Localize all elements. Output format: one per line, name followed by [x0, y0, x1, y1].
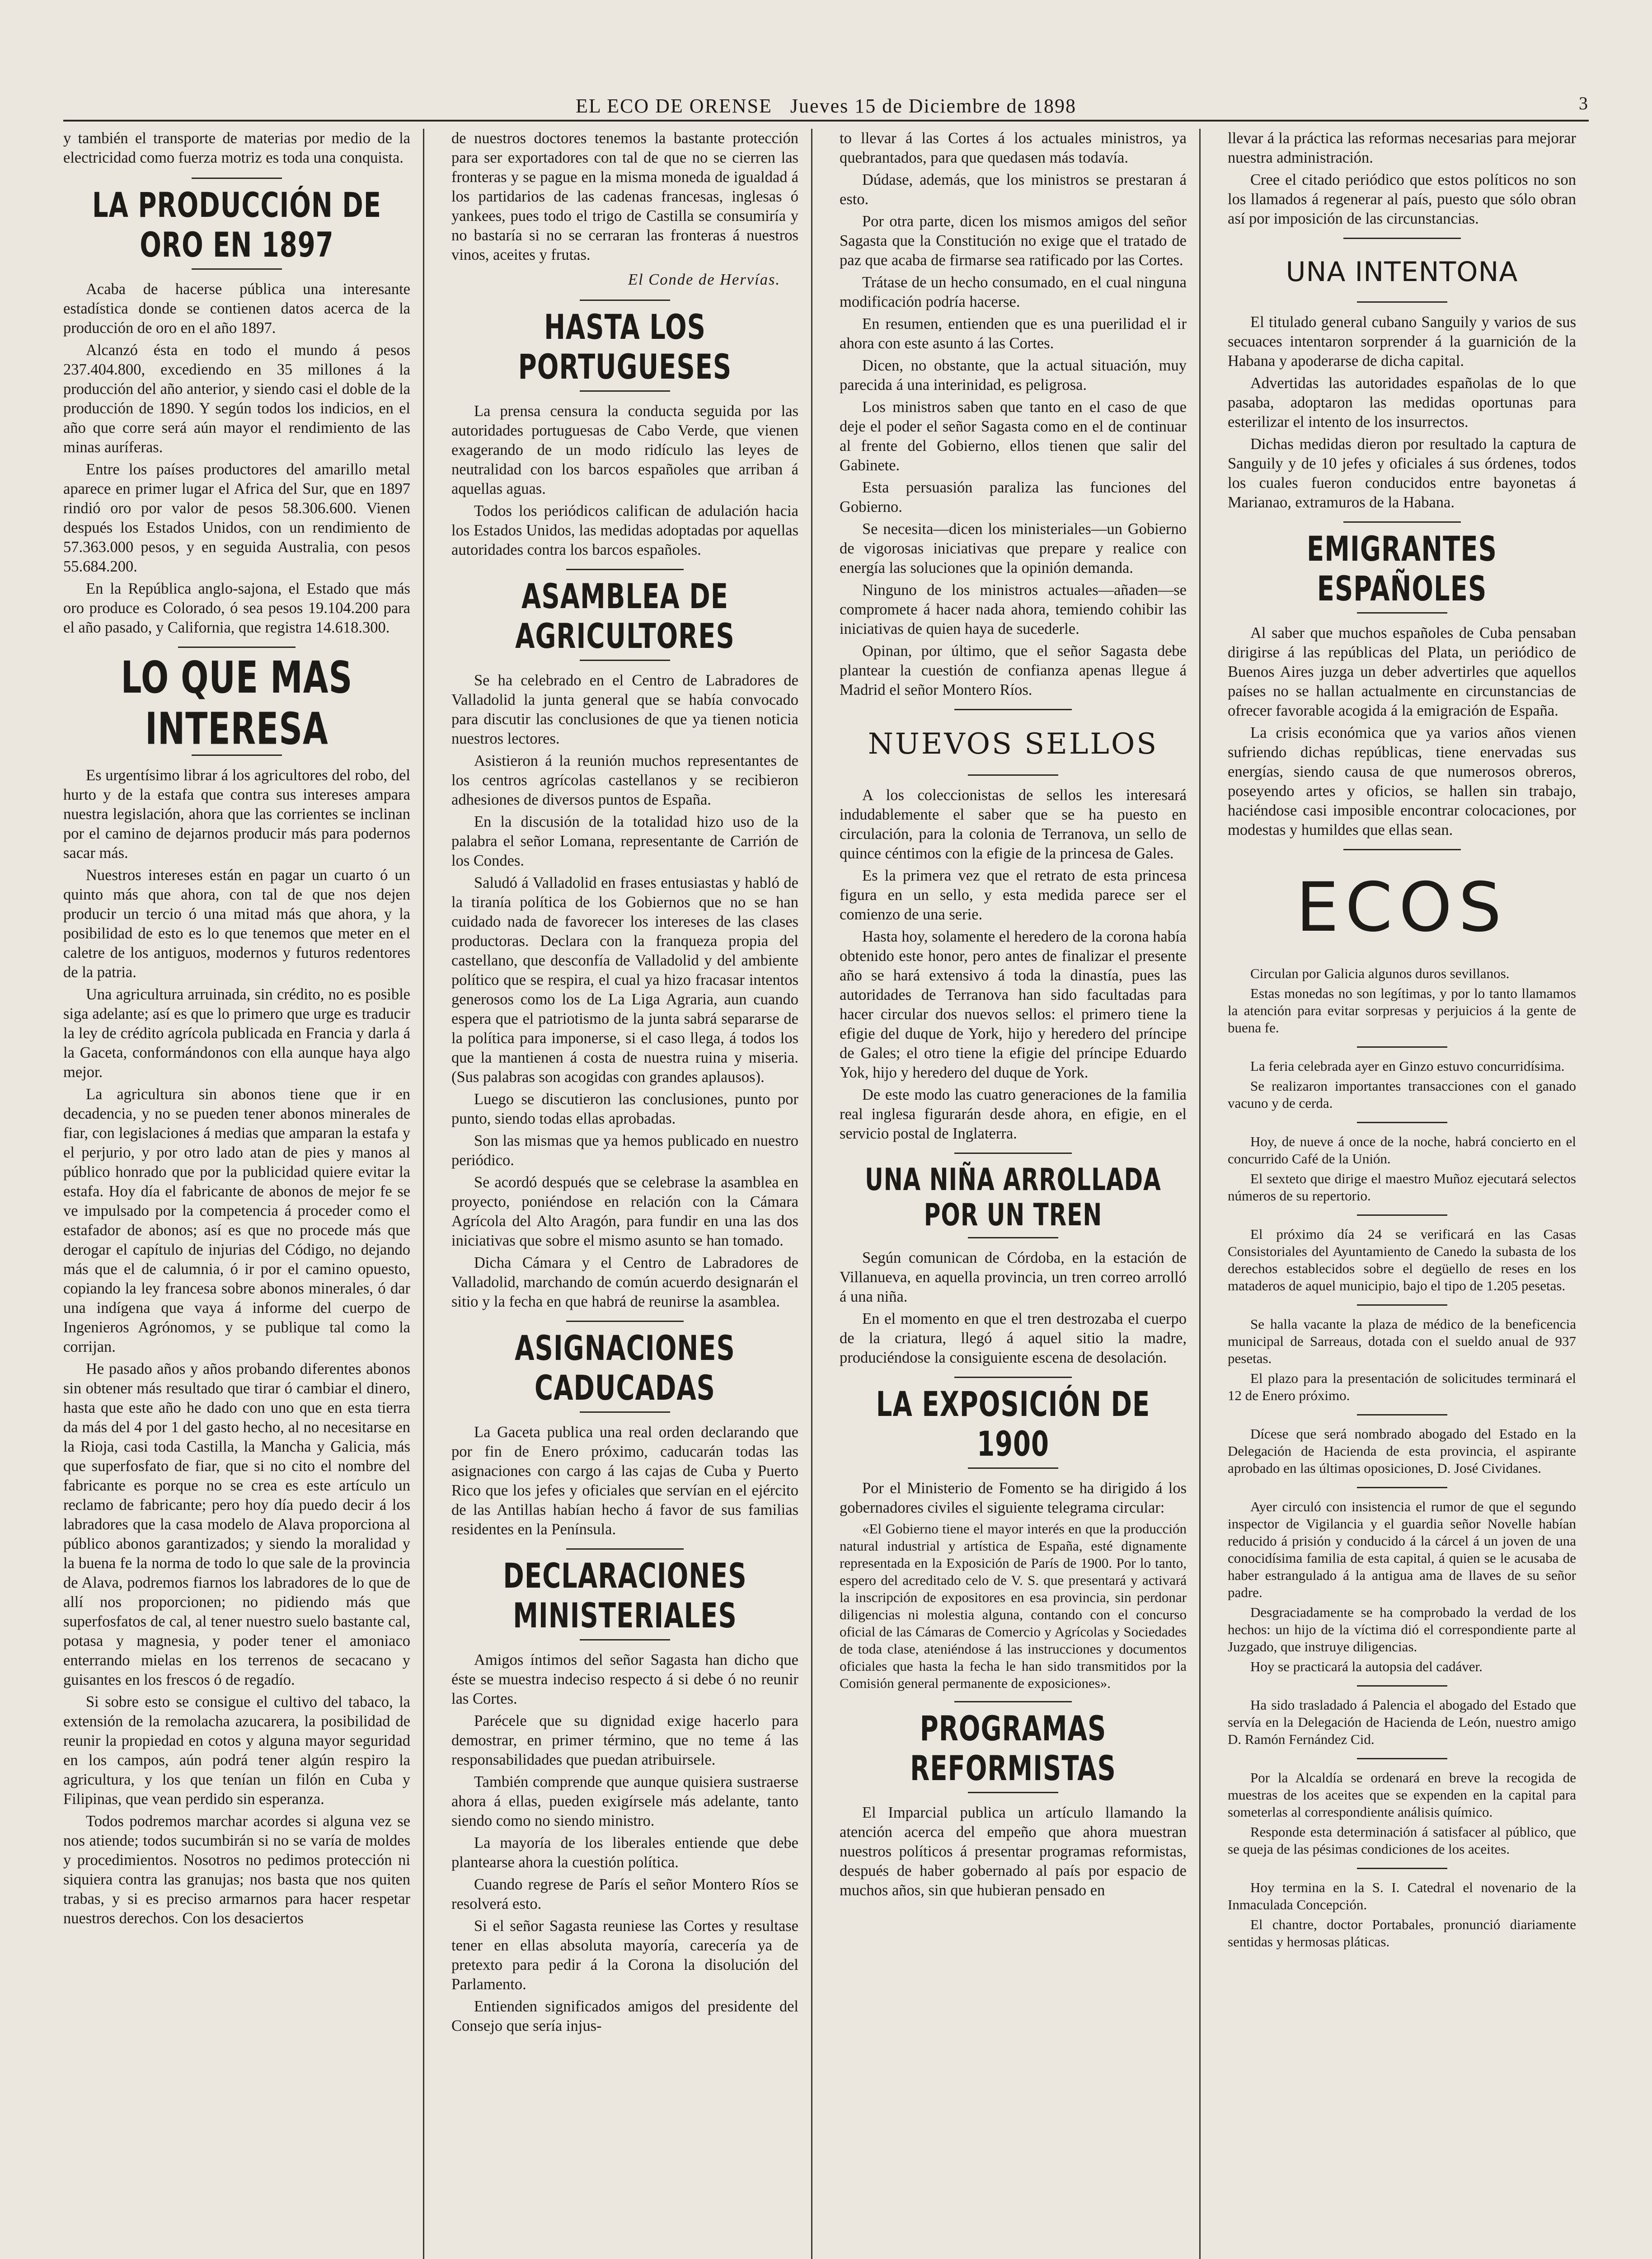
- divider: [968, 1237, 1058, 1238]
- paragraph: En la discusión de la totalidad hizo uso de la palabra el señor Lomana, representante de Carrión de los Condes.: [451, 813, 798, 869]
- paragraph: Hasta hoy, solamente el heredero de la corona había obtenido este honor, pero antes de finalizar el presente año se hará extensivo á toda la dinastía, pues las autoridades de Terranova han sido facultadas para hacer circular dos nuevos sellos: el primero tiene la efigie del duque de York, hijo y heredero del príncipe de Gales; el otro tiene la efigie del príncipe Eduardo Yok, hijo y heredero del duque de York.: [840, 928, 1187, 1081]
- paragraph: Entienden significados amigos del presidente del Consejo que sería injus-: [451, 1998, 798, 2034]
- divider: [1357, 1046, 1447, 1048]
- divider: [1357, 1758, 1447, 1759]
- news-brief: El chantre, doctor Portabales, pronunció diariamente sentidas y hermosas pláticas.: [1228, 1917, 1576, 1950]
- news-brief: Dícese que será nombrado abogado del Estado en la Delegación de Hacienda de esta provincia, el aspirante aprobado en las últimas oposiciones, D. José Cividanes.: [1228, 1426, 1576, 1476]
- newspaper-title: EL ECO DE ORENSE: [576, 95, 772, 117]
- divider: [954, 1377, 1072, 1378]
- paragraph: Advertidas las autoridades españolas de lo que pasaba, adoptaron las medidas oportunas para esterilizar el intento de los insurrectos.: [1228, 375, 1576, 431]
- paragraph: Alcanzó ésta en todo el mundo á pesos 237.404.800, excediendo en 35 millones á la producción del año anterior, y siendo casi el doble de la producción de 1890. Y según todos los indicios, en el año que corre será aún mayor el rendimiento de las minas auríferas.: [63, 342, 410, 456]
- divider: [580, 660, 670, 661]
- paragraph: Amigos íntimos del señor Sagasta han dicho que éste se muestra indeciso respecto á si debe ó no reunir las Cortes.: [451, 1651, 798, 1707]
- news-brief: Estas monedas no son legítimas, y por lo tanto llamamos la atención para evitar sorpresas y perjuicios á la gente de buena fe.: [1228, 985, 1576, 1036]
- news-brief: El plazo para la presentación de solicitudes terminará el 12 de Enero próximo.: [1228, 1370, 1576, 1403]
- paragraph: Acaba de hacerse pública una interesante estadística donde se contienen datos acerca de la producción de oro en el año 1897.: [63, 281, 410, 337]
- paragraph: Los ministros saben que tanto en el caso de que deje el poder el señor Sagasta como en el de continuar al frente del Gobierno, ellos tienen que salir del Gabinete.: [840, 398, 1187, 474]
- divider: [954, 1153, 1072, 1154]
- paragraph: La mayoría de los liberales entiende que debe plantearse ahora la cuestión política.: [451, 1834, 798, 1871]
- news-brief: Ayer circuló con insistencia el rumor de que el segundo inspector de Vigilancia y el guardia señor Novelle habían reducido á prisión y conducido á la cárcel á un joven de una conocidísima familia de esta capital, á quien se le acusaba de haber estrangulado á la antigua ama de llaves de su señor padre.: [1228, 1499, 1576, 1600]
- header-rule: [63, 120, 1589, 122]
- headline-nina-arrollada: UNA NIÑA ARROLLADA POR UN TREN: [865, 1162, 1161, 1233]
- article-continuation: llevar á la práctica las reformas necesarias para mejorar nuestra administración.: [1228, 130, 1576, 166]
- article-continuation: de nuestros doctores tenemos la bastante protección para ser exportadores con tal de que no se cierren las fronteras y se pague en la misma moneda de igualdad á los partidarios de las cadenas francesas, inglesas ó yankees, pues todo el trigo de Castilla se consumiría y no bastaría si no se cerraran las fronteras á nuestros vinos, aceites y frutas.: [451, 130, 798, 263]
- paragraph: A los coleccionistas de sellos les interesará indudablemente el saber que se ha puesto en circulación, para la colonia de Terranova, un sello de quince céntimos con la efigie de la princesa de Gales.: [840, 787, 1187, 862]
- paragraph: Asistieron á la reunión muchos representantes de los centros agrícolas castellanos y se recibieron adhesiones de diversos puntos de España.: [451, 752, 798, 808]
- paragraph: Saludó á Valladolid en frases entusiastas y habló de la tiranía política de los Gobiernos que no se han cuidado nada de favorecer los intereses de las clases productoras. Declara con la franqueza propia del castellano, que desconfía de Valladolid y del ambiente político que se respira, el cual ya hizo fracasar intentos generosos como los de La Liga Agraria, aun cuando espera que el patriotismo de la junta sabrá separarse de la política para imponerse, si el caso llega, á todos los que la mantienen á costa de nuestra ruina y miseria. (Sus palabras son acogidas con grandes aplausos).: [451, 874, 798, 1086]
- divider: [1343, 521, 1461, 523]
- paragraph: Ninguno de los ministros actuales—añaden—se compromete á hacer nada ahora, temiendo cohibir las iniciativas de quien haya de sucederle.: [840, 581, 1187, 637]
- divider: [1357, 1304, 1447, 1306]
- paragraph: La prensa censura la conducta seguida por las autoridades portuguesas de Cabo Verde, que vienen exagerando de un modo ridículo las leyes de neutralidad con los barcos españoles que arriban á aquellas aguas.: [451, 403, 798, 497]
- paragraph: También comprende que aunque quisiera sustraerse ahora á ellas, pueden exigírsele más adelante, tanto siendo como no siendo ministro.: [451, 1773, 798, 1829]
- paragraph: La agricultura sin abonos tiene que ir en decadencia, y no se pueden tener abonos minerales de fiar, con legislaciones á medias que amparan la estafa y el perjurio, y por otro lado atan de pies y manos al público honrado que por la publicidad quiere evitar la estafa. Hoy día el fabricante de abonos de mejor fe se ve impulsado por la competencia á proceder como el estafador de abonos; así es que no procede más que derogar el capítulo de injurias del Código, no dejando más que el de calumnia, ó ir por el camino opuesto, copiando la ley francesa sobre abonos minerales, ó dar una indígena que vaya á informe del cuerpo de Ingenieros Agrónomos, y se publique tal como la corrijan.: [63, 1086, 410, 1355]
- divider: [1357, 1414, 1447, 1415]
- divider: [1343, 238, 1461, 239]
- news-brief: El próximo día 24 se verificará en las Casas Consistoriales del Ayuntamiento de Canedo la subasta de los derechos establecidos sobre el degüello de reses en los mataderos de aquel municipio, bajo el tipo de 1.205 pesetas.: [1228, 1226, 1576, 1294]
- paragraph: Por el Ministerio de Fomento se ha dirigido á los gobernadores civiles el siguiente telegrama circular:: [840, 1480, 1187, 1516]
- news-brief: El sexteto que dirige el maestro Muñoz ejecutará selectos números de su repertorio.: [1228, 1171, 1576, 1204]
- divider: [566, 1548, 684, 1550]
- news-brief: Se realizaron importantes transacciones con el ganado vacuno y de cerda.: [1228, 1078, 1576, 1111]
- headline-asamblea-agricultores: ASAMBLEA DE AGRICULTORES: [515, 577, 735, 656]
- paragraph: En el momento en que el tren destrozaba el cuerpo de la criatura, llegó á aquel sitio la madre, produciéndose la consiguiente escena de desolación.: [840, 1310, 1187, 1366]
- paragraph: Entre los países productores del amarillo metal aparece en primer lugar el Africa del Sur, que en 1897 rindió oro por valor de pesos 58.306.600. Vienen después los Estados Unidos, con un rendimiento de 57.363.000 pesos, y en seguida Australia, con pesos 55.684.200.: [63, 461, 410, 575]
- paragraph: Se acordó después que se celebrase la asamblea en proyecto, poniéndose en relación con la Cámara Agrícola del Alto Aragón, para fundir en una las dos iniciativas que sobre el mismo asunto se han tomado.: [451, 1174, 798, 1249]
- headline-declaraciones-ministeriales: DECLARACIONES MINISTERIALES: [503, 1556, 747, 1636]
- issue-date: Jueves 15 de Diciembre de 1898: [790, 95, 1076, 117]
- news-brief: Hoy se practicará la autopsia del cadáver.: [1250, 1659, 1483, 1674]
- headline-nuevos-sellos: NUEVOS SELLOS: [868, 727, 1159, 761]
- news-brief: Por la Alcaldía se ordenará en breve la recogida de muestras de los aceites que se expenden en la capital para someterlas al correspondiente análisis químico.: [1228, 1770, 1576, 1820]
- news-brief: Ha sido trasladado á Palencia el abogado del Estado que servía en la Delegación de Hacienda de León, nuestro amigo D. Ramón Fernández Cid.: [1228, 1697, 1576, 1747]
- news-brief: Hoy termina en la S. I. Catedral el novenario de la Inmaculada Concepción.: [1228, 1879, 1576, 1912]
- paragraph: En resumen, entienden que es una puerilidad el ir ahora con este asunto á las Cortes.: [840, 315, 1187, 352]
- paragraph: Luego se discutieron las conclusiones, punto por punto, siendo todas ellas aprobadas.: [451, 1091, 798, 1127]
- headline-una-intentona: UNA INTENTONA: [1286, 256, 1518, 288]
- paragraph: Son las mismas que ya hemos publicado en nuestro periódico.: [451, 1132, 798, 1169]
- paragraph: Si el señor Sagasta reuniese las Cortes y resultase tener en ellas absoluta mayoría, carecería ya de pretexto para pedir á la Corona la disolución del Parlamento.: [451, 1917, 798, 1993]
- divider: [580, 390, 670, 392]
- paragraph: Dichas medidas dieron por resultado la captura de Sanguily y de 10 jefes y oficiales á sus órdenes, todos los cuales fueron conducidos entre bayonetas á Marianao, extramuros de la Habana.: [1228, 436, 1576, 511]
- author-signature: El Conde de Hervías.: [628, 271, 780, 288]
- divider: [192, 755, 282, 756]
- divider: [1357, 1214, 1447, 1216]
- paragraph: Cuando regrese de París el señor Montero Ríos se resolverá esto.: [451, 1876, 798, 1912]
- ecos-section: [1228, 965, 1576, 1950]
- divider: [1343, 849, 1461, 850]
- headline-asignaciones-caducadas: ASIGNACIONES CADUCADAS: [515, 1329, 735, 1408]
- article-continuation: y también el transporte de materias por medio de la electricidad como fuerza motriz es toda una conquista.: [63, 130, 410, 166]
- paragraph: Opinan, por último, que el señor Sagasta debe plantear la cuestión de confianza apenas llegue á Madrid el señor Montero Ríos.: [840, 642, 1187, 698]
- paragraph: Esta persuasión paraliza las funciones del Gobierno.: [840, 479, 1187, 516]
- paragraph: Se ha celebrado en el Centro de Labradores de Valladolid la junta general que se había convocado para discutir las conclusiones de que ya tienen noticia nuestros lectores.: [451, 672, 798, 747]
- divider: [968, 1792, 1058, 1793]
- article-columns: [63, 129, 1589, 2259]
- paragraph: Dicen, no obstante, que la actual situación, muy parecida á una interinidad, es peligrosa.: [840, 357, 1187, 394]
- article-continuation: to llevar á las Cortes á los actuales ministros, ya quebrantados, para que quedasen más todavía.: [840, 130, 1187, 166]
- paragraph: Trátase de un hecho consumado, en el cual ninguna modificación podría hacerse.: [840, 274, 1187, 310]
- divider: [968, 774, 1058, 776]
- divider: [968, 1467, 1058, 1469]
- paragraph: Todos los periódicos califican de adulación hacia los Estados Unidos, las medidas adoptadas por aquellas autoridades contra los barcos españoles.: [451, 502, 798, 558]
- paragraph: De este modo las cuatro generaciones de la familia real inglesa figurarán desde ahora, en efigie, en el servicio postal de Inglaterra.: [840, 1086, 1187, 1142]
- divider: [1357, 301, 1447, 303]
- paragraph: Dicha Cámara y el Centro de Labradores de Valladolid, marchando de común acuerdo designarán el sitio y la fecha en que habrá de reunirse la asamblea.: [451, 1254, 798, 1310]
- headline-programas-reformistas: PROGRAMAS REFORMISTAS: [910, 1709, 1116, 1789]
- paragraph: La Gaceta publica una real orden declarando que por fin de Enero próximo, caducarán todas las asignaciones con cargo á las cajas de Cuba y Puerto Rico que los jefes y oficiales que servían en el ejército de las Antillas habían hecho á favor de sus familias residentes en la Península.: [451, 1424, 798, 1538]
- divider: [1357, 612, 1447, 614]
- headline-produccion-oro: LA PRODUCCIÓN DE ORO EN 1897: [92, 186, 381, 265]
- paragraph: Al saber que muchos españoles de Cuba pensaban dirigirse á las repúblicas del Plata, un periódico de Buenos Aires juzga un deber advertirles que aquellos países no se hallan actualmente en circunstancias de ofrecer favorable acogida á la emigración de España.: [1228, 624, 1576, 719]
- divider: [178, 647, 296, 648]
- telegram-text: «El Gobierno tiene el mayor interés en que la producción natural industrial y artística de España, esté dignamente representada en la Exposición de París de 1900. Por lo tanto, espero del acreditado celo de V. S. que presentará y activará la inscripción de expositores en esa provincia, sin perdonar diligencias ni molestia alguna, contando con el concurso oficial de las Cámaras de Comercio y Agrícolas y Sociedades de toda clase, ateniéndose á las instrucciones y documentos oficiales que hasta la fecha le han sido transmitidos por la Comisión general permanente de exposiciones».: [840, 1521, 1187, 1691]
- headline-hasta-los-portugueses: HASTA LOS PORTUGUESES: [518, 308, 732, 387]
- paragraph: Si sobre esto se consigue el cultivo del tabaco, la extensión de la remolacha azucarera, la posibilidad de reunir la propiedad en cotos y alguna mayor seguridad en los campos, aún podrá tener algún respiro la agricultura, y los que tenían un filón en Cuba y Filipinas, que vean perdido sin esperanza.: [63, 1693, 410, 1808]
- headline-exposicion-1900: LA EXPOSICIÓN DE 1900: [876, 1385, 1150, 1464]
- divider: [580, 300, 670, 301]
- paragraph: La crisis económica que ya varios años vienen sufriendo dichas repúblicas, tiene enervadas sus energías, siendo causa de que numerosos obreros, poseyendo artes y oficios, se hallen sin trabajo, haciéndose casi imposible encontrar colocaciones, por modestas y humildes que ellas sean.: [1228, 724, 1576, 839]
- news-brief: Hoy, de nueve á once de la noche, habrá concierto en el concurrido Café de la Unión.: [1228, 1134, 1576, 1167]
- paragraph: En la República anglo-sajona, el Estado que más oro produce es Colorado, ó sea pesos 19.104.200 para el año pasado, y California, que registra 14.618.300.: [63, 580, 410, 636]
- page-header: [63, 50, 1589, 117]
- divider: [580, 1411, 670, 1413]
- divider: [1357, 1487, 1447, 1488]
- headline-emigrantes-espanoles: EMIGRANTES ESPAÑOLES: [1307, 530, 1497, 609]
- divider: [1357, 1685, 1447, 1687]
- column-3: [840, 129, 1201, 2259]
- news-brief: Responde esta determinación á satisfacer al público, que se queja de las pésimas condiciones de los aceites.: [1228, 1824, 1576, 1857]
- paragraph: Es urgentísimo librar á los agricultores del robo, del hurto y de la estafa que contra sus intereses ampara nuestra legislación, ahora que las corrientes se inclinan por el camino de dejarnos producir más para podernos sacar más.: [63, 767, 410, 862]
- divider: [954, 1701, 1072, 1702]
- headline-lo-que-mas-interesa: LO QUE MAS INTERESA: [121, 651, 353, 755]
- news-brief: Circulan por Galicia algunos duros sevillanos.: [1250, 965, 1510, 981]
- column-2: [451, 129, 812, 2259]
- divider: [566, 569, 684, 570]
- paragraph: Una agricultura arruinada, sin crédito, no es posible siga adelante; así es que lo primero que urge es traducir la ley de crédito agrícola publicada en Francia y darla á la Gaceta, conformándonos con ella aunque haya algo mejor.: [63, 986, 410, 1081]
- divider: [1357, 1868, 1447, 1869]
- paragraph: Según comunican de Córdoba, en la estación de Villanueva, en aquella provincia, un tren correo arrolló á una niña.: [840, 1249, 1187, 1305]
- paragraph: Por otra parte, dicen los mismos amigos del señor Sagasta que la Constitución no exige que el tratado de paz que acaba de firmarse sea ratificado por las Cortes.: [840, 213, 1187, 269]
- paragraph: Dúdase, además, que los ministros se prestaran á esto.: [840, 171, 1187, 208]
- section-title-ecos: ECOS: [1296, 868, 1508, 947]
- page-mark: 3: [1579, 93, 1589, 113]
- divider: [954, 709, 1072, 710]
- paragraph: Se necesita—dicen los ministeriales—un Gobierno de vigorosas iniciativas que prepare y realice con energía las soluciones que la opinión demanda.: [840, 520, 1187, 576]
- news-brief: La feria celebrada ayer en Ginzo estuvo concurridísima.: [1250, 1058, 1565, 1074]
- column-1: [63, 129, 424, 2259]
- divider: [566, 1321, 684, 1322]
- divider: [580, 1639, 670, 1640]
- divider: [192, 268, 282, 270]
- paragraph: Parécele que su dignidad exige hacerlo para demostrar, en primer término, que no teme á las responsabilidades que puedan atribuirsele.: [451, 1712, 798, 1768]
- paragraph: Nuestros intereses están en pagar un cuarto ó un quinto más que ahora, con tal de que nos dejen producir un tercio ó una mitad más que ahora, y la posibilidad de esto es lo que tenemos que meter en el caletre de los antiguos, modernos y futuros redentores de la patria.: [63, 867, 410, 981]
- news-brief: Desgraciadamente se ha comprobado la verdad de los hechos: un hijo de la víctima dió el correspondiente parte al Juzgado, que instruye diligencias.: [1228, 1604, 1576, 1654]
- paragraph: Todos podremos marchar acordes si alguna vez se nos atiende; todos sucumbirán si no se varía de moldes y procedimientos. Nosotros no pedimos protección ni siquiera contra las granujas; nos basta que nos quiten trabas, y si es preciso armarnos para hacer respetar nuestros derechos. Con los desaciertos: [63, 1813, 410, 1927]
- paragraph: El Imparcial publica un artículo llamando la atención acerca del empeño que ahora muestran nuestros políticos á presentar programas reformistas, después de haber gobernado al país por espacio de muchos años, sin que hubieran pensado en: [840, 1804, 1187, 1899]
- paragraph: Cree el citado periódico que estos políticos no son los llamados á regenerar al país, puesto que sólo obran así por imposición de las circunstancias.: [1228, 171, 1576, 227]
- paragraph: He pasado años y años probando diferentes abonos sin obtener más resultado que tirar ó cambiar el dinero, hasta que este año he dado con uno que en esta tierra da más del 4 por 1 del gasto hecho, al no necesitarse en la Rioja, casi toda Castilla, la Mancha y Galicia, más que superfosfato de fiar, que si no cito el nombre del fabricante es porque no se crea es este artículo un reclamo de fabricante; pero hoy día puedo decir á los labradores que la casa modelo de Alava proporciona al público abonos garantizados; y siendo la moralidad y la buena fe la norma de todo lo que sale de la provincia de Alava, podremos fiarnos los labradores de lo que de allí nos proporcionen; no pidiendo más que superfosfatos de cal, al tener nuestro suelo bastante cal, potasa y magnesia, y poder tener el amoniaco enterrando mielas en los terrenos de secacano y guisantes en los frescos ó de regadío.: [63, 1360, 410, 1688]
- column-4: [1228, 129, 1589, 2259]
- paragraph: El titulado general cubano Sanguily y varios de sus secuaces intentaron sorprender á la guarnición de la Habana y apoderarse de dicha capital.: [1228, 314, 1576, 370]
- paragraph: Es la primera vez que el retrato de esta princesa figura en un sello, y esta medida parece ser el comienzo de una serie.: [840, 867, 1187, 923]
- divider: [192, 178, 282, 179]
- news-brief: Se halla vacante la plaza de médico de la beneficencia municipal de Sarreaus, dotada con el sueldo anual de 937 pesetas.: [1228, 1316, 1576, 1366]
- divider: [1357, 1122, 1447, 1123]
